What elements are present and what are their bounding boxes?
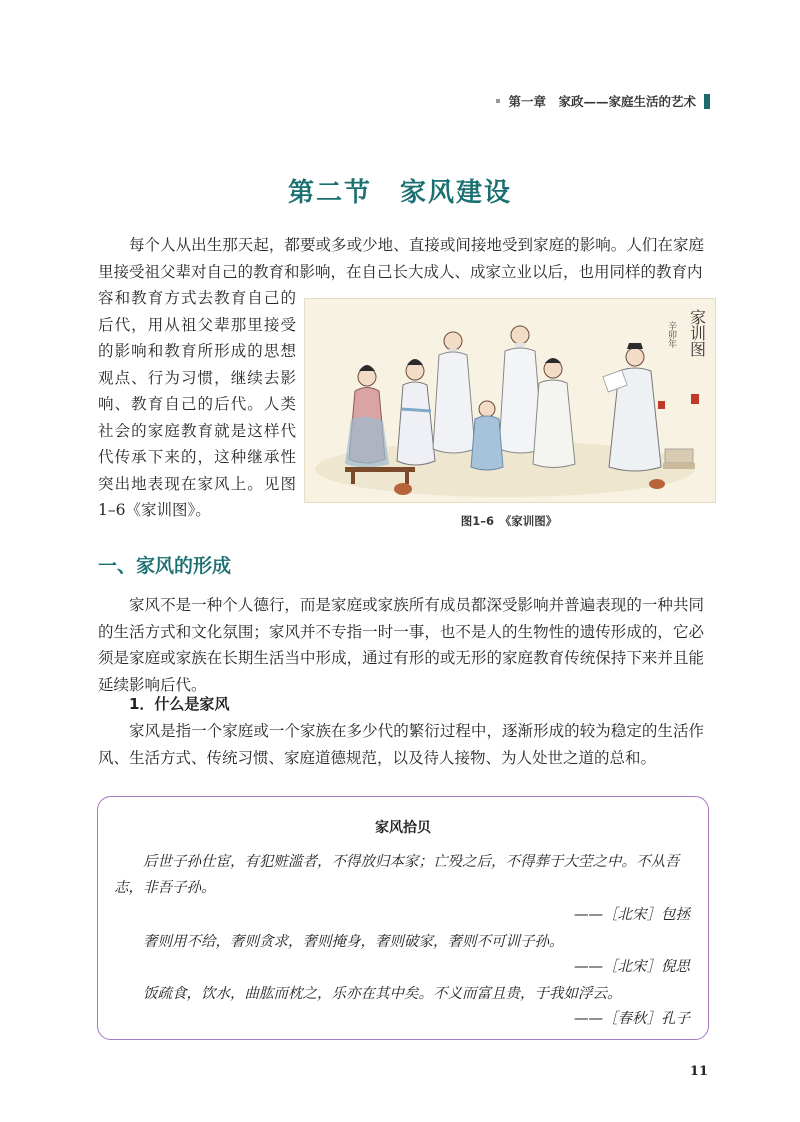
quote-attribution: ——［北宋］倪思 <box>574 959 690 975</box>
quote-attribution: ——［春秋］孔子 <box>574 1011 690 1027</box>
heading-family-style-formation: 一、家风的形成 <box>98 555 232 577</box>
figure-caption: 图1–6 《家训图》 <box>460 514 558 528</box>
running-header <box>496 92 710 110</box>
header-dot-icon <box>496 99 500 103</box>
painting-illustration <box>305 299 715 502</box>
paragraph-definition: 家风是指一个家庭或一个家族在多少代的繁衍过程中，逐渐形成的较为稳定的生活作风、生活方式、传统习惯、家庭道德规范，以及待人接物、为人处世之道的总和。 <box>98 722 704 767</box>
section-title: 第二节 家风建设 <box>287 178 512 208</box>
quote-attribution: ——［北宋］包拯 <box>574 907 690 923</box>
intro-paragraph-wrapped: 容和教育方式去教育自己的后代，用从祖父辈那里接受的影响和教育所形成的思想观点、行为习惯，继续去影响、教育自己的后代。人类社会的家庭教育就是这样代代传承下来的，这种继承性突出地表现在家风上。见图1–6《家训图》。 <box>98 289 296 519</box>
quote-text: 奢则用不给，奢则贪求，奢则掩身，奢则破家，奢则不可训子孙。 <box>143 934 564 950</box>
running-title: 第一章 家政——家庭生活的艺术 <box>508 94 696 109</box>
quote-box-title: 家风拾贝 <box>375 820 431 836</box>
subheading-what-is-family-style: 1．什么是家风 <box>129 695 230 713</box>
page-number: 11 <box>689 1064 708 1079</box>
painting-signature: 辛卯年 <box>666 321 676 348</box>
quote-text: 饭疏食，饮水，曲肱而枕之，乐亦在其中矣。不义而富且贵，于我如浮云。 <box>143 986 622 1002</box>
paragraph-formation: 家风不是一种个人德行，而是家庭或家族所有成员都深受影响并普遍表现的一种共同的生活方式和文化氛围；家风并不专指一时一事，也不是人的生物性的遗传形成的，它必须是家庭或家族在长期生活当中形成，通过有形的或无形的家庭教育传统保持下来并且能延续影响后代。 <box>98 596 704 694</box>
header-bar-icon <box>704 94 710 109</box>
quote-box <box>97 796 709 1040</box>
intro-paragraph-first: 每个人从出生那天起，都要或多或少地、直接或间接地受到家庭的影响。人们在家庭里接受祖父辈对自己的教育和影响，在自己长大成人、成家立业以后，也用同样的教育内 <box>98 236 704 281</box>
painting-inscription: 家训图 <box>687 309 707 357</box>
quote-text: 后世子孙仕宦，有犯赃滥者，不得放归本家；亡殁之后，不得葬于大茔之中。不从吾志，非吾子孙。 <box>114 854 680 896</box>
family-instruction-painting <box>304 298 716 503</box>
